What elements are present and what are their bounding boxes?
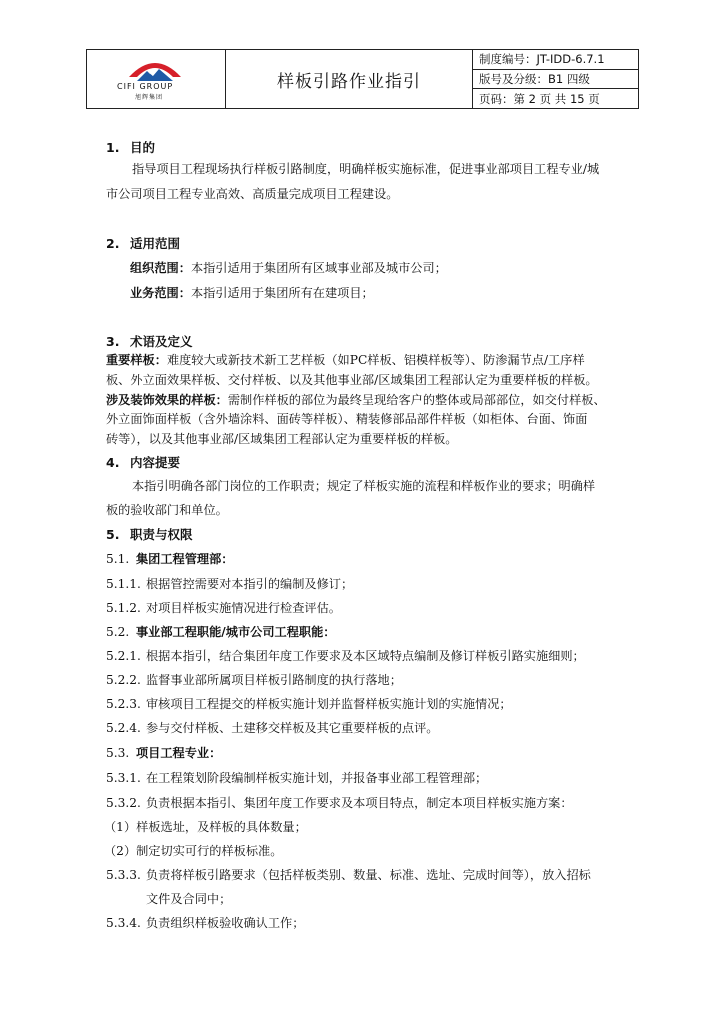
sub-item-1: （1）样板选址，及样板的具体数量；: [104, 820, 307, 834]
document-number: 制度编号：JT-IDD-6.7.1: [473, 50, 638, 70]
item-5-2-3-number: 5.2.3.: [106, 697, 141, 711]
decoration-sample-label: 涉及装饰效果的样板：: [106, 393, 228, 407]
section-4-paragraph-line-1: 本指引明确各部门岗位的工作职责；规定了样板实施的流程和样板作业的要求；明确样: [132, 479, 596, 493]
section-5-2-number: 5.2.: [106, 625, 130, 639]
biz-scope-text: 本指引适用于集团所有在建项目；: [190, 286, 374, 300]
item-5-2-2-number: 5.2.2.: [106, 673, 141, 687]
item-5-3-1-text: 在工程策划阶段编制样板实施计划，并报备事业部工程管理部；: [146, 771, 488, 785]
section-4-title: 内容提要: [130, 455, 181, 470]
page-number: 页码：第 2 页 共 15 页: [479, 91, 600, 106]
biz-scope-label: 业务范围：: [130, 286, 191, 300]
section-5-3-title: 项目工程专业：: [136, 746, 222, 760]
decoration-sample-text-1: 需制作样板的部位为最终呈现给客户的整体或局部部位，如交付样板、: [227, 393, 606, 407]
item-5-2-2-text: 监督事业部所属项目样板引路制度的执行落地；: [146, 673, 402, 687]
section-5-1-title: 集团工程管理部：: [136, 552, 234, 566]
item-5-1-2-text: 对项目样板实施情况进行检查评估。: [146, 601, 341, 615]
important-sample-line-2: 板、外立面效果样板、交付样板、以及其他事业部/区域集团工程部认定为重要样板的样板。: [106, 373, 598, 387]
section-1-number: 1.: [106, 140, 120, 155]
document-info: [473, 50, 638, 108]
item-5-3-4-text: 负责组织样板验收确认工作；: [146, 916, 305, 930]
org-scope-text: 本指引适用于集团所有区域事业部及城市公司；: [190, 261, 447, 275]
decoration-sample-line-2: 外立面饰面样板（含外墙涂料、面砖等样板）、精装修部品部件样板（如柜体、台面、饰面: [106, 412, 588, 426]
version-level: 版号及分级：B1 四级: [473, 70, 638, 90]
item-5-1-2-number: 5.1.2.: [106, 601, 141, 615]
section-2-number: 2.: [106, 236, 120, 251]
section-5-1-number: 5.1.: [106, 552, 130, 566]
section-5-number: 5.: [106, 527, 120, 542]
document-title: 样板引路作业指引: [226, 50, 473, 108]
section-2-title: 适用范围: [130, 236, 181, 251]
section-1-paragraph-line-2: 市公司项目工程专业高效、高质量完成项目工程建设。: [106, 187, 399, 201]
section-4-number: 4.: [106, 455, 120, 470]
important-sample-label: 重要样板：: [106, 353, 167, 367]
org-scope-line: [130, 260, 447, 276]
item-5-3-2-number: 5.3.2.: [106, 796, 141, 810]
item-5-3-4-number: 5.3.4.: [106, 916, 141, 930]
decoration-sample-line-1: [106, 392, 606, 408]
item-5-1-1-text: 根据管控需要对本指引的编制及修订；: [146, 577, 354, 591]
item-5-2-1-text: 根据本指引，结合集团年度工作要求及本区域特点编制及修订样板引路实施细则；: [146, 649, 585, 663]
section-5-2-title: 事业部工程职能/城市公司工程职能：: [136, 625, 336, 639]
org-scope-label: 组织范围：: [130, 261, 191, 275]
important-sample-text-1: 难度较大或新技术新工艺样板（如PC样板、铝模样板等）、防渗漏节点/工序样: [166, 353, 585, 367]
logo-cell: [87, 50, 226, 108]
section-5-title: 职责与权限: [130, 527, 193, 542]
biz-scope-line: [130, 285, 374, 301]
decoration-sample-line-3: 砖等），以及其他事业部/区域集团工程部认定为重要样板的样板。: [106, 432, 458, 446]
item-5-3-3-number: 5.3.3.: [106, 868, 141, 882]
item-5-2-4-text: 参与交付样板、土建移交样板及其它重要样板的点评。: [146, 721, 439, 735]
item-5-2-3-text: 审核项目工程提交的样板实施计划并监督样板实施计划的实施情况；: [146, 697, 512, 711]
item-5-3-2-text: 负责根据本指引、集团年度工作要求及本项目特点，制定本项目样板实施方案：: [146, 796, 573, 810]
section-3-title: 术语及定义: [130, 334, 193, 349]
cifi-logo-icon: [123, 53, 187, 83]
document-header: [86, 49, 639, 109]
important-sample-line-1: [106, 352, 585, 368]
item-5-2-4-number: 5.2.4.: [106, 721, 141, 735]
section-1-title: 目的: [130, 140, 156, 155]
section-5-3-number: 5.3.: [106, 746, 130, 760]
item-5-1-1-number: 5.1.1.: [106, 577, 141, 591]
section-1-paragraph-line-1: 指导项目工程现场执行样板引路制度，明确样板实施标准，促进事业部项目工程专业/城: [132, 162, 600, 176]
logo-chinese-text: 旭辉集团: [135, 94, 164, 101]
item-5-3-1-number: 5.3.1.: [106, 771, 141, 785]
item-5-2-1-number: 5.2.1.: [106, 649, 141, 663]
section-4-paragraph-line-2: 板的验收部门和单位。: [106, 503, 228, 517]
logo-english-text: CIFI GROUP: [117, 82, 174, 91]
item-5-3-3-text-line-1: 负责将样板引路要求（包括样板类别、数量、标准、选址、完成时间等），放入招标: [146, 868, 591, 882]
section-3-number: 3.: [106, 334, 120, 349]
item-5-3-3-text-line-2: 文件及合同中；: [146, 892, 232, 906]
sub-item-2: （2）制定切实可行的样板标准。: [104, 844, 283, 858]
